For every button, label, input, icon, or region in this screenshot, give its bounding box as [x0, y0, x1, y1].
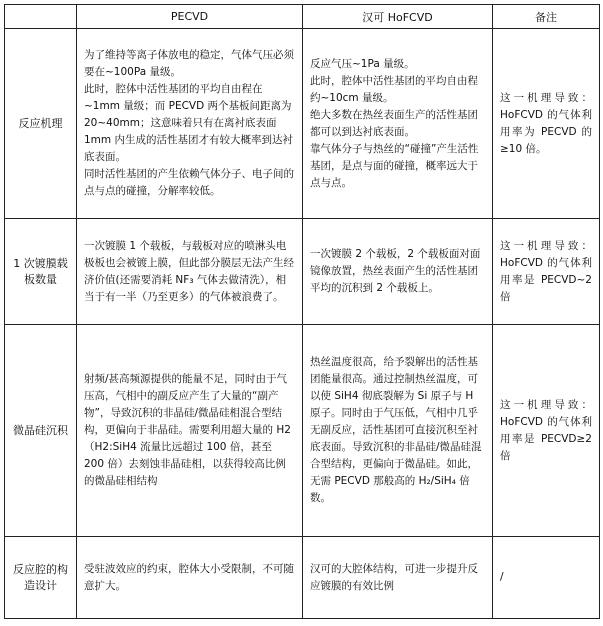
- hofcvd-text: 一次镀膜 2 个载板，2 个载板面对面镜像放置，热丝表面产生的活性基团平均的沉积到 2 个载板上。: [310, 248, 481, 294]
- hofcvd-cell: [303, 325, 493, 537]
- header-row: [5, 5, 600, 29]
- row-microcrystalline: [5, 325, 600, 537]
- header-pecvd: PECVD: [77, 5, 303, 29]
- note-cell: 这一机理导致：HoFCVD 的气体利用率为 PECVD 的≥10 倍。: [493, 29, 600, 219]
- row-reaction-mechanism: [5, 29, 600, 219]
- header-note: 备注: [493, 5, 600, 29]
- pecvd-text: 受驻波效应的约束，腔体大小受限制，不可随意扩大。: [84, 562, 294, 592]
- hofcvd-text: 反应气压~1Pa 量级。: [310, 57, 415, 70]
- row-label: 微晶硅沉积: [5, 325, 77, 537]
- row-chamber-design: [5, 537, 600, 619]
- hofcvd-cell: [303, 219, 493, 325]
- pecvd-cell: [77, 537, 303, 619]
- pecvd-text: 一次镀膜 1 个载板，与载板对应的喷淋头电极板也会被镀上膜，但此部分膜层无法产生经济价值(还需要消耗 NF₃ 气体去做清洗），相当于有一半（乃至更多）的气体被浪费了。: [84, 239, 294, 303]
- row-label: 1 次镀膜载板数量: [5, 219, 77, 325]
- pecvd-cell: [77, 29, 303, 219]
- row-label: 反应腔的构造设计: [5, 537, 77, 619]
- note-cell: /: [493, 537, 600, 619]
- pecvd-text: 此时，腔体中活性基团的平均自由程在~1mm 量级；而 PECVD 两个基板间距离为 20~40mm；这意味着只有在离衬底表面 1mm 内生成的活性基团才有较大概率到达衬底表面。: [84, 83, 293, 163]
- hofcvd-text: 此时，腔体中活性基团的平均自由程约~10cm 量级。: [310, 74, 478, 104]
- pecvd-cell: [77, 325, 303, 537]
- hofcvd-text: 绝大多数在热丝表面生产的活性基团都可以到达衬底表面。: [310, 108, 478, 138]
- row-label: 反应机理: [5, 29, 77, 219]
- pecvd-text: 射频/甚高频源提供的能量不足，同时由于气压高，气相中的副反应产生了大量的“副产物”，导致沉积的非晶硅/微晶硅相混合型结构，更偏向于非晶硅。需要利用超大量的 H2（H2:SiH4 流量比远超过 100 倍，甚至 200 倍）去刻蚀非晶硅相，以获得较高比例的微晶硅相结构: [84, 373, 291, 487]
- hofcvd-cell: [303, 29, 493, 219]
- pecvd-text: 同时活性基团的产生依赖气体分子、电子间的点与点的碰撞，分解率较低。: [84, 168, 294, 197]
- pecvd-cell: [77, 219, 303, 325]
- pecvd-text: 为了维持等离子体放电的稳定，气体气压必须要在~100Pa 量级。: [84, 49, 294, 78]
- comparison-table: [4, 4, 600, 619]
- note-cell: 这一机理导致：HoFCVD 的气体利用率是 PECVD~2 倍: [493, 219, 600, 325]
- hofcvd-text: 热丝温度很高，给予裂解出的活性基团能量很高。通过控制热丝温度，可以使 SiH4 彻底裂解为 Si 原子与 H 原子。同时由于气压低，气相中几乎无副反应，活性基团可直接沉积至衬底表面。导致沉积的非晶硅/微晶硅混合型结构，更偏向于微晶硅。如此，无需 PECVD 那般高的 H₂/SiH₄ 倍数。: [310, 356, 482, 504]
- header-hofcvd: 汉可 HoFCVD: [303, 5, 493, 29]
- header-empty: [5, 5, 77, 29]
- row-carrier-count: [5, 219, 600, 325]
- hofcvd-cell: [303, 537, 493, 619]
- hofcvd-text: 靠气体分子与热丝的“碰撞”产生活性基团，是点与面的碰撞，概率远大于点与点。: [310, 142, 479, 189]
- note-cell: 这一机理导致：HoFCVD 的气体利用率是 PECVD≥2 倍: [493, 325, 600, 537]
- hofcvd-text: 汉可的大腔体结构，可进一步提升反应镀膜的有效比例: [310, 562, 478, 592]
